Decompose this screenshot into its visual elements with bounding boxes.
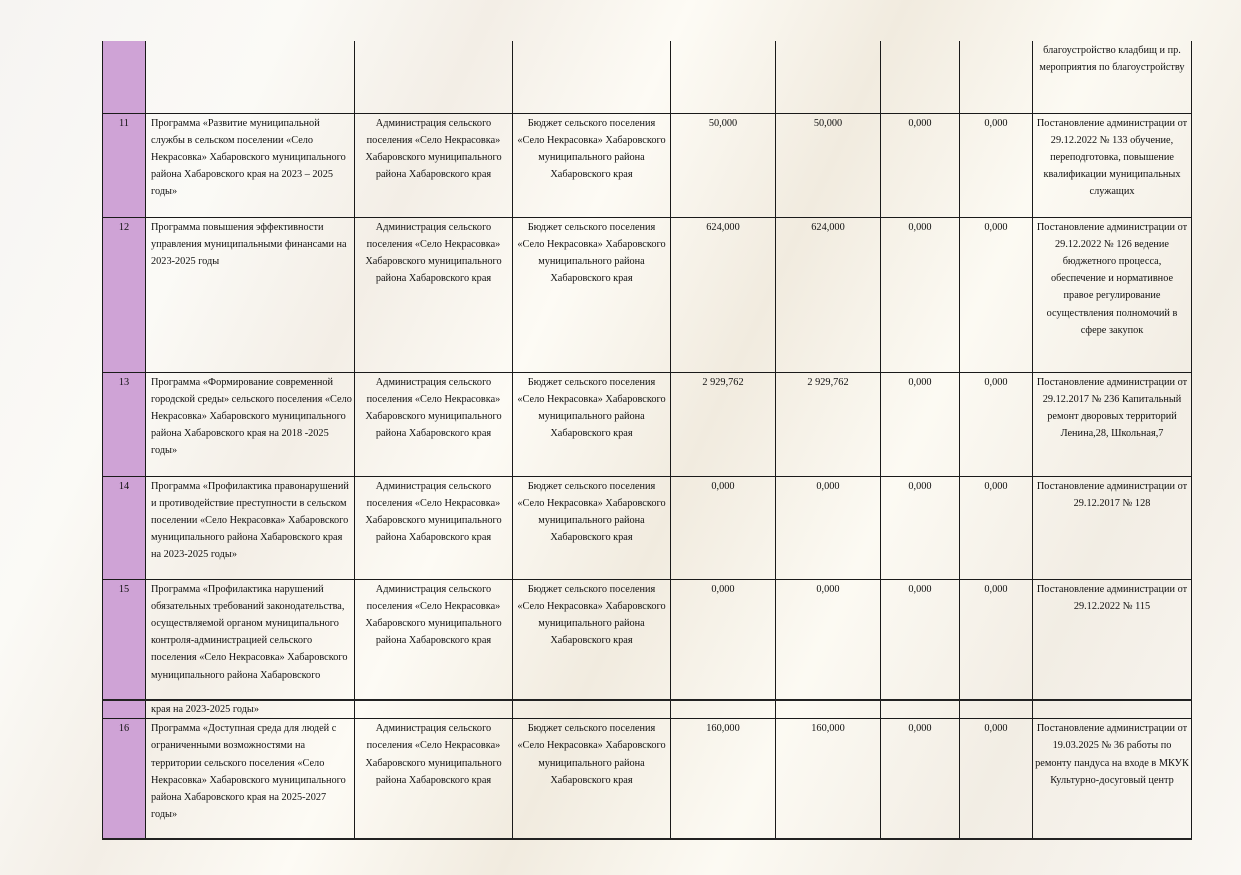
administrator: Администрация сельского поселения «Село Некрасовка» Хабаровского муниципального района Хабаровского края (355, 113, 513, 217)
administrator: Администрация сельского поселения «Село Некрасовка» Хабаровского муниципального района Хабаровского края (355, 217, 513, 372)
amount-total (671, 700, 776, 719)
programs-table (102, 41, 1192, 840)
amount-federal: 0,000 (960, 476, 1033, 579)
amount-total: 624,000 (671, 217, 776, 372)
amount-total: 0,000 (671, 476, 776, 579)
administrator: Администрация сельского поселения «Село Некрасовка» Хабаровского муниципального района Хабаровского края (355, 579, 513, 700)
amount-regional (881, 700, 960, 719)
row-number (103, 41, 146, 113)
row-number (103, 700, 146, 719)
amount-regional: 0,000 (881, 372, 960, 476)
funding-source: Бюджет сельского поселения «Село Некрасовка» Хабаровского муниципального района Хабаровского края (513, 372, 671, 476)
funding-source: Бюджет сельского поселения «Село Некрасовка» Хабаровского муниципального района Хабаровского края (513, 113, 671, 217)
amount-federal: 0,000 (960, 113, 1033, 217)
program-name: Программа «Профилактика нарушений обязательных требований законодательства, осуществляемой органом муниципального контроля-администрацией сельского поселения «Село Некрасовка» Хабаровского муниципального района Хабаровского (146, 579, 355, 700)
amount-regional: 0,000 (881, 476, 960, 579)
amount-federal: 0,000 (960, 579, 1033, 700)
row-number: 12 (103, 217, 146, 372)
amount-local (776, 41, 881, 113)
row-number: 16 (103, 719, 146, 839)
amount-local: 0,000 (776, 579, 881, 700)
resolution-info (1033, 700, 1192, 719)
amount-regional: 0,000 (881, 579, 960, 700)
table-row (103, 113, 1192, 217)
amount-total (671, 41, 776, 113)
funding-source: Бюджет сельского поселения «Село Некрасовка» Хабаровского муниципального района Хабаровского края (513, 476, 671, 579)
table-row (103, 719, 1192, 839)
table-row (103, 579, 1192, 700)
amount-federal: 0,000 (960, 217, 1033, 372)
program-name (146, 41, 355, 113)
administrator: Администрация сельского поселения «Село Некрасовка» Хабаровского муниципального района Хабаровского края (355, 719, 513, 839)
table-row (103, 217, 1192, 372)
row-number: 11 (103, 113, 146, 217)
amount-local: 160,000 (776, 719, 881, 839)
table-row (103, 700, 1192, 719)
row-number: 14 (103, 476, 146, 579)
program-name: Программа «Доступная среда для людей с ограниченными возможностями на территории сельского поселения «Село Некрасовка» Хабаровского муниципального района Хабаровского края на 2025-2027 годы» (146, 719, 355, 839)
resolution-info: Постановление администрации от 29.12.2022 № 133 обучение, переподготовка, повышение квалификации муниципальных служащих (1033, 113, 1192, 217)
table-row (103, 41, 1192, 113)
amount-federal: 0,000 (960, 719, 1033, 839)
amount-local: 624,000 (776, 217, 881, 372)
administrator (355, 700, 513, 719)
amount-federal (960, 41, 1033, 113)
resolution-info: благоустройство кладбищ и пр. мероприятия по благоустройству (1033, 41, 1192, 113)
funding-source: Бюджет сельского поселения «Село Некрасовка» Хабаровского муниципального района Хабаровского края (513, 719, 671, 839)
administrator: Администрация сельского поселения «Село Некрасовка» Хабаровского муниципального района Хабаровского края (355, 372, 513, 476)
funding-source (513, 41, 671, 113)
amount-local: 2 929,762 (776, 372, 881, 476)
amount-total: 50,000 (671, 113, 776, 217)
table-row (103, 476, 1192, 579)
row-number: 13 (103, 372, 146, 476)
program-name: Программа повышения эффективности управления муниципальными финансами на 2023-2025 годы (146, 217, 355, 372)
amount-total: 0,000 (671, 579, 776, 700)
funding-source: Бюджет сельского поселения «Село Некрасовка» Хабаровского муниципального района Хабаровского края (513, 579, 671, 700)
amount-local (776, 700, 881, 719)
amount-total: 160,000 (671, 719, 776, 839)
amount-regional (881, 41, 960, 113)
program-name: края на 2023-2025 годы» (146, 700, 355, 719)
amount-regional: 0,000 (881, 217, 960, 372)
funding-source: Бюджет сельского поселения «Село Некрасовка» Хабаровского муниципального района Хабаровского края (513, 217, 671, 372)
resolution-info: Постановление администрации от 29.12.2017 № 128 (1033, 476, 1192, 579)
amount-regional: 0,000 (881, 113, 960, 217)
amount-federal (960, 700, 1033, 719)
row-number: 15 (103, 579, 146, 700)
resolution-info: Постановление администрации от 29.12.2017 № 236 Капитальный ремонт дворовых территорий Ленина,28, Школьная,7 (1033, 372, 1192, 476)
resolution-info: Постановление администрации от 29.12.2022 № 115 (1033, 579, 1192, 700)
amount-total: 2 929,762 (671, 372, 776, 476)
resolution-info: Постановление администрации от 29.12.2022 № 126 ведение бюджетного процесса, обеспечение и нормативное правое регулирование осуществления полномочий в сфере закупок (1033, 217, 1192, 372)
amount-regional: 0,000 (881, 719, 960, 839)
amount-local: 50,000 (776, 113, 881, 217)
program-name: Программа «Развитие муниципальной службы в сельском поселении «Село Некрасовка» Хабаровского муниципального района Хабаровского края на 2023 – 2025 годы» (146, 113, 355, 217)
resolution-info: Постановление администрации от 19.03.2025 № 36 работы по ремонту пандуса на входе в МКУК Культурно-досуговый центр (1033, 719, 1192, 839)
funding-source (513, 700, 671, 719)
program-name: Программа «Формирование современной городской среды» сельского поселения «Село Некрасовка» Хабаровского муниципального района Хабаровского края на 2018 -2025 годы» (146, 372, 355, 476)
administrator: Администрация сельского поселения «Село Некрасовка» Хабаровского муниципального района Хабаровского края (355, 476, 513, 579)
table-row (103, 372, 1192, 476)
amount-local: 0,000 (776, 476, 881, 579)
program-name: Программа «Профилактика правонарушений и противодействие преступности в сельском поселении «Село Некрасовка» Хабаровского муниципального района Хабаровского края на 2023-2025 годы» (146, 476, 355, 579)
administrator (355, 41, 513, 113)
amount-federal: 0,000 (960, 372, 1033, 476)
